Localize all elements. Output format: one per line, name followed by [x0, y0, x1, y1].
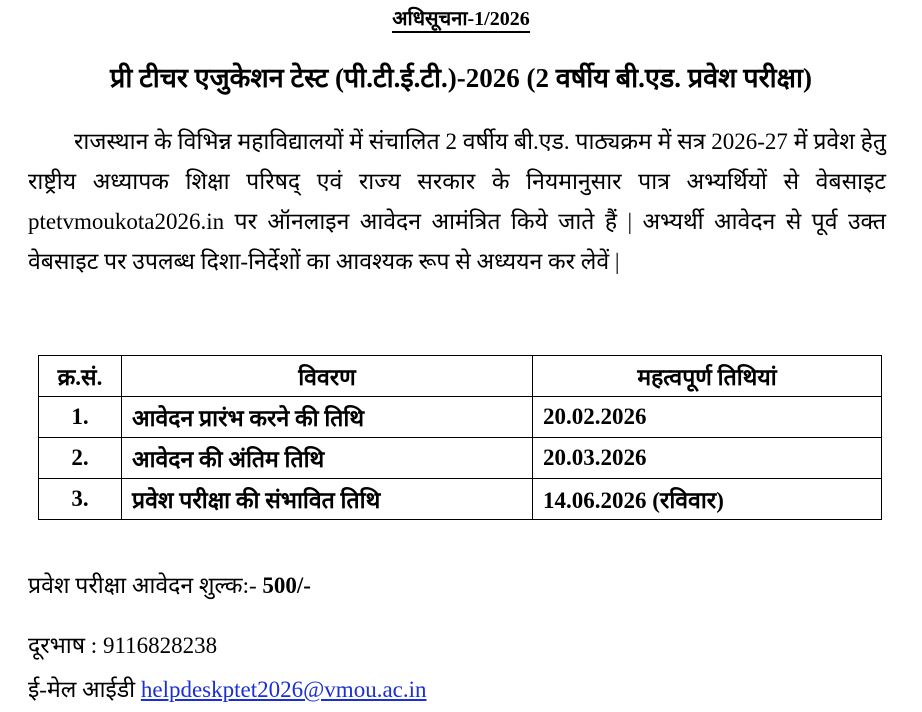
email-label: ई-मेल आईडी [28, 677, 141, 702]
row-date: 14.06.2026 (रविवार) [533, 479, 882, 520]
phone-label: दूरभाष : [28, 633, 103, 658]
email-line [28, 672, 427, 704]
table-header-row [39, 356, 882, 397]
row-description: प्रवेश परीक्षा की संभावित तिथि [122, 479, 533, 520]
application-fee [28, 568, 311, 600]
fee-amount: 500/- [262, 573, 311, 598]
phone-number: 9116828238 [102, 633, 218, 658]
notice-number [0, 4, 922, 31]
row-serial: 1. [39, 397, 122, 438]
phone-line [28, 628, 217, 660]
fee-label: प्रवेश परीक्षा आवेदन शुल्क:- [28, 573, 257, 598]
notice-number-text: अधिसूचना-1/2026 [392, 8, 529, 33]
row-date: 20.02.2026 [533, 397, 882, 438]
table-row [39, 397, 882, 438]
intro-paragraph: राजस्थान के विभिन्न महाविद्यालयों में संचालित 2 वर्षीय बी.एड. पाठ्यक्रम में सत्र 2026-27 में प्रवेश हेतु राष्ट्रीय अध्यापक शिक्षा परिषद् एवं राज्य सरकार के नियमानुसार पात्र अभ्यर्थियों से वेबसाइट ptetvmoukota2026.in पर ऑनलाइन आवेदन आमंत्रित किये जाते हैं | अभ्यर्थी आवेदन से पूर्व उक्त वेबसाइट पर उपलब्ध दिशा-निर्देशों का आवश्यक रूप से अध्ययन कर लेवें | [28, 129, 886, 274]
header-description: विवरण [122, 356, 533, 397]
row-serial: 3. [39, 479, 122, 520]
important-dates-table [38, 355, 882, 520]
row-description: आवेदन प्रारंभ करने की तिथि [122, 397, 533, 438]
table-row [39, 438, 882, 479]
header-serial: क्र.सं. [39, 356, 122, 397]
email-link[interactable]: helpdeskptet2026@vmou.ac.in [140, 677, 427, 702]
header-dates: महत्वपूर्ण तिथियां [533, 356, 882, 397]
page-title: प्री टीचर एजुकेशन टेस्ट (पी.टी.ई.टी.)-2026 (2 वर्षीय बी.एड. प्रवेश परीक्षा) [110, 63, 812, 93]
table-row [39, 479, 882, 520]
row-serial: 2. [39, 438, 122, 479]
row-description: आवेदन की अंतिम तिथि [122, 438, 533, 479]
row-date: 20.03.2026 [533, 438, 882, 479]
